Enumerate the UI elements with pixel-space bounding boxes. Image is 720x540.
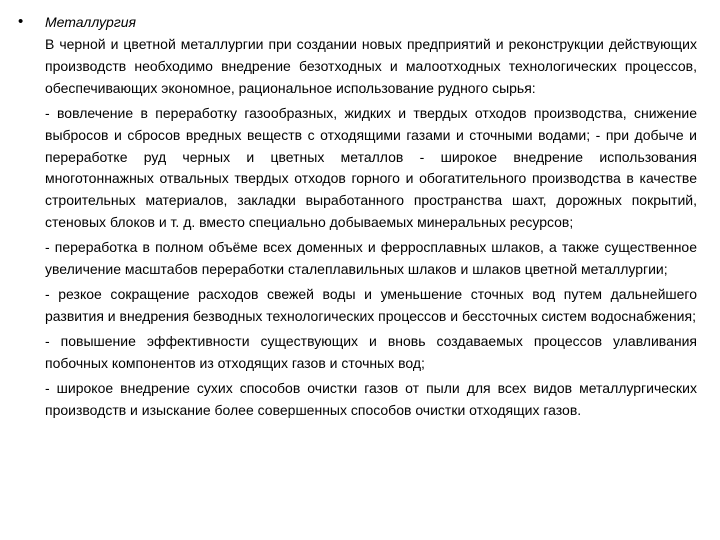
paragraph-item: - вовлечение в переработку газообразных, жидких и твердых отходов производства, снижение выбросов и сбросов вредных веществ с отходящими газами и сточными водами; - при добыче и переработке руд черных и цветных металлов - широкое внедрение использования многотоннажных отвальных твердых отходов горного и обогатительного производства в качестве строительных материалов, закладки выработанного пространства шахт, дорожных покрытий, стеновых блоков и т. д. вместо специально добываемых минеральных ресурсов; xyxy=(45,104,697,231)
paragraph-item: - повышение эффективности существующих и вновь создаваемых процессов улавливания побочных компонентов из отходящих газов и сточных вод; xyxy=(45,332,697,371)
paragraph-item: - резкое сокращение расходов свежей воды и уменьшение сточных вод путем дальнейшего развития и внедрения безводных технологических процессов и бессточных систем водоснабжения; xyxy=(45,285,697,324)
section-heading: Металлургия xyxy=(45,14,137,30)
paragraph-item: - широкое внедрение сухих способов очистки газов от пыли для всех видов металлургических производств и изыскание более совершенных способов очистки отходящих газов. xyxy=(45,379,697,418)
document-body xyxy=(45,11,697,421)
paragraph-intro: В черной и цветной металлургии при создании новых предприятий и реконструкции действующих производств необходимо внедрение безотходных и малоотходных технологических процессов, обеспечивающих экономное, рациональное использование рудного сырья: xyxy=(45,36,697,96)
paragraph-item: - переработка в полном объёме всех доменных и ферросплавных шлаков, а также существенное увеличение масштабов переработки сталеплавильных шлаков и шлаков цветной металлургии; xyxy=(45,239,697,278)
bullet-marker: • xyxy=(18,13,24,30)
